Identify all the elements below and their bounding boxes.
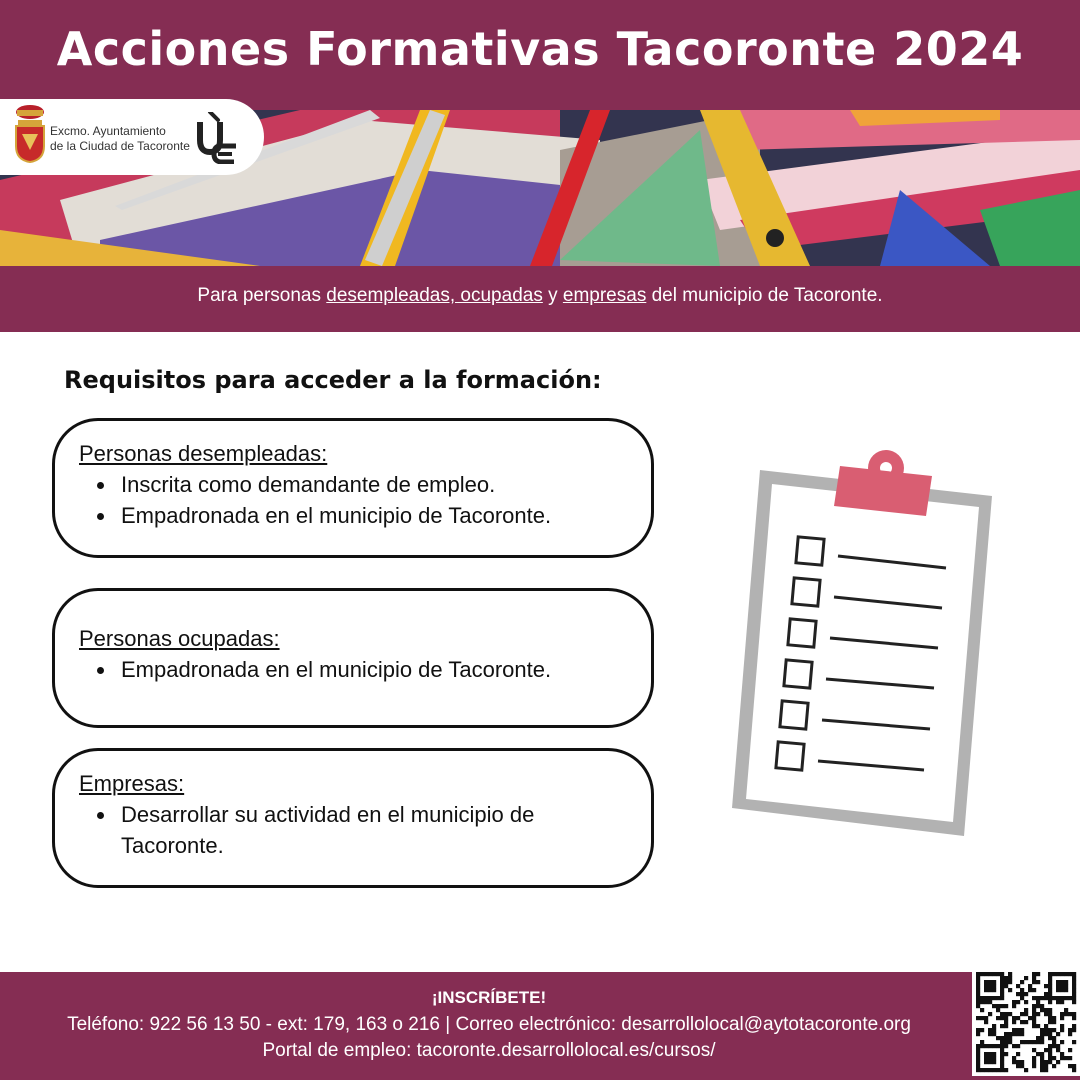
list-item: Inscrita como demandante de empleo. — [79, 469, 627, 500]
requirement-list — [79, 469, 627, 531]
municipality-logo-text: Excmo. Ayuntamiento de la Ciudad de Tacoronte — [50, 124, 190, 153]
requirement-list — [79, 654, 627, 685]
card-employed — [52, 588, 654, 728]
card-title: Personas desempleadas: — [79, 441, 328, 466]
card-companies — [52, 748, 654, 888]
list-item: Empadronada en el municipio de Tacoronte. — [79, 654, 627, 685]
list-item: Empadronada en el municipio de Tacoronte. — [79, 500, 627, 531]
qr-code-icon[interactable] — [972, 968, 1080, 1076]
portal-link[interactable]: Portal de empleo: tacoronte.desarrollolocal.es/cursos/ — [262, 1040, 716, 1061]
coat-of-arms-icon — [12, 104, 48, 164]
audience-link-companies: empresas — [562, 285, 647, 306]
requirement-list — [79, 799, 627, 861]
ue-logo-icon — [196, 112, 240, 164]
signup-cta: ¡INSCRÍBETE! — [431, 988, 547, 1007]
clipboard-checklist-icon — [720, 448, 1010, 848]
card-unemployed — [52, 418, 654, 558]
audience-link-people: desempleadas, ocupadas — [326, 285, 543, 306]
card-title: Personas ocupadas: — [79, 626, 280, 651]
audience-subtitle: Para personas desempleadas, ocupadas y empresas del municipio de Tacoronte. — [197, 285, 883, 306]
requirements-heading: Requisitos para acceder a la formación: — [64, 366, 602, 394]
contact-info: Teléfono: 922 56 13 50 - ext: 179, 163 o 216 | Correo electrónico: desarrollolocal@aytotacoronte.org — [67, 1014, 911, 1035]
page-title: Acciones Formativas Tacoronte 2024 — [56, 22, 1024, 76]
list-item: Desarrollar su actividad en el municipio de Tacoronte. — [79, 799, 627, 861]
card-title: Empresas: — [79, 771, 185, 796]
